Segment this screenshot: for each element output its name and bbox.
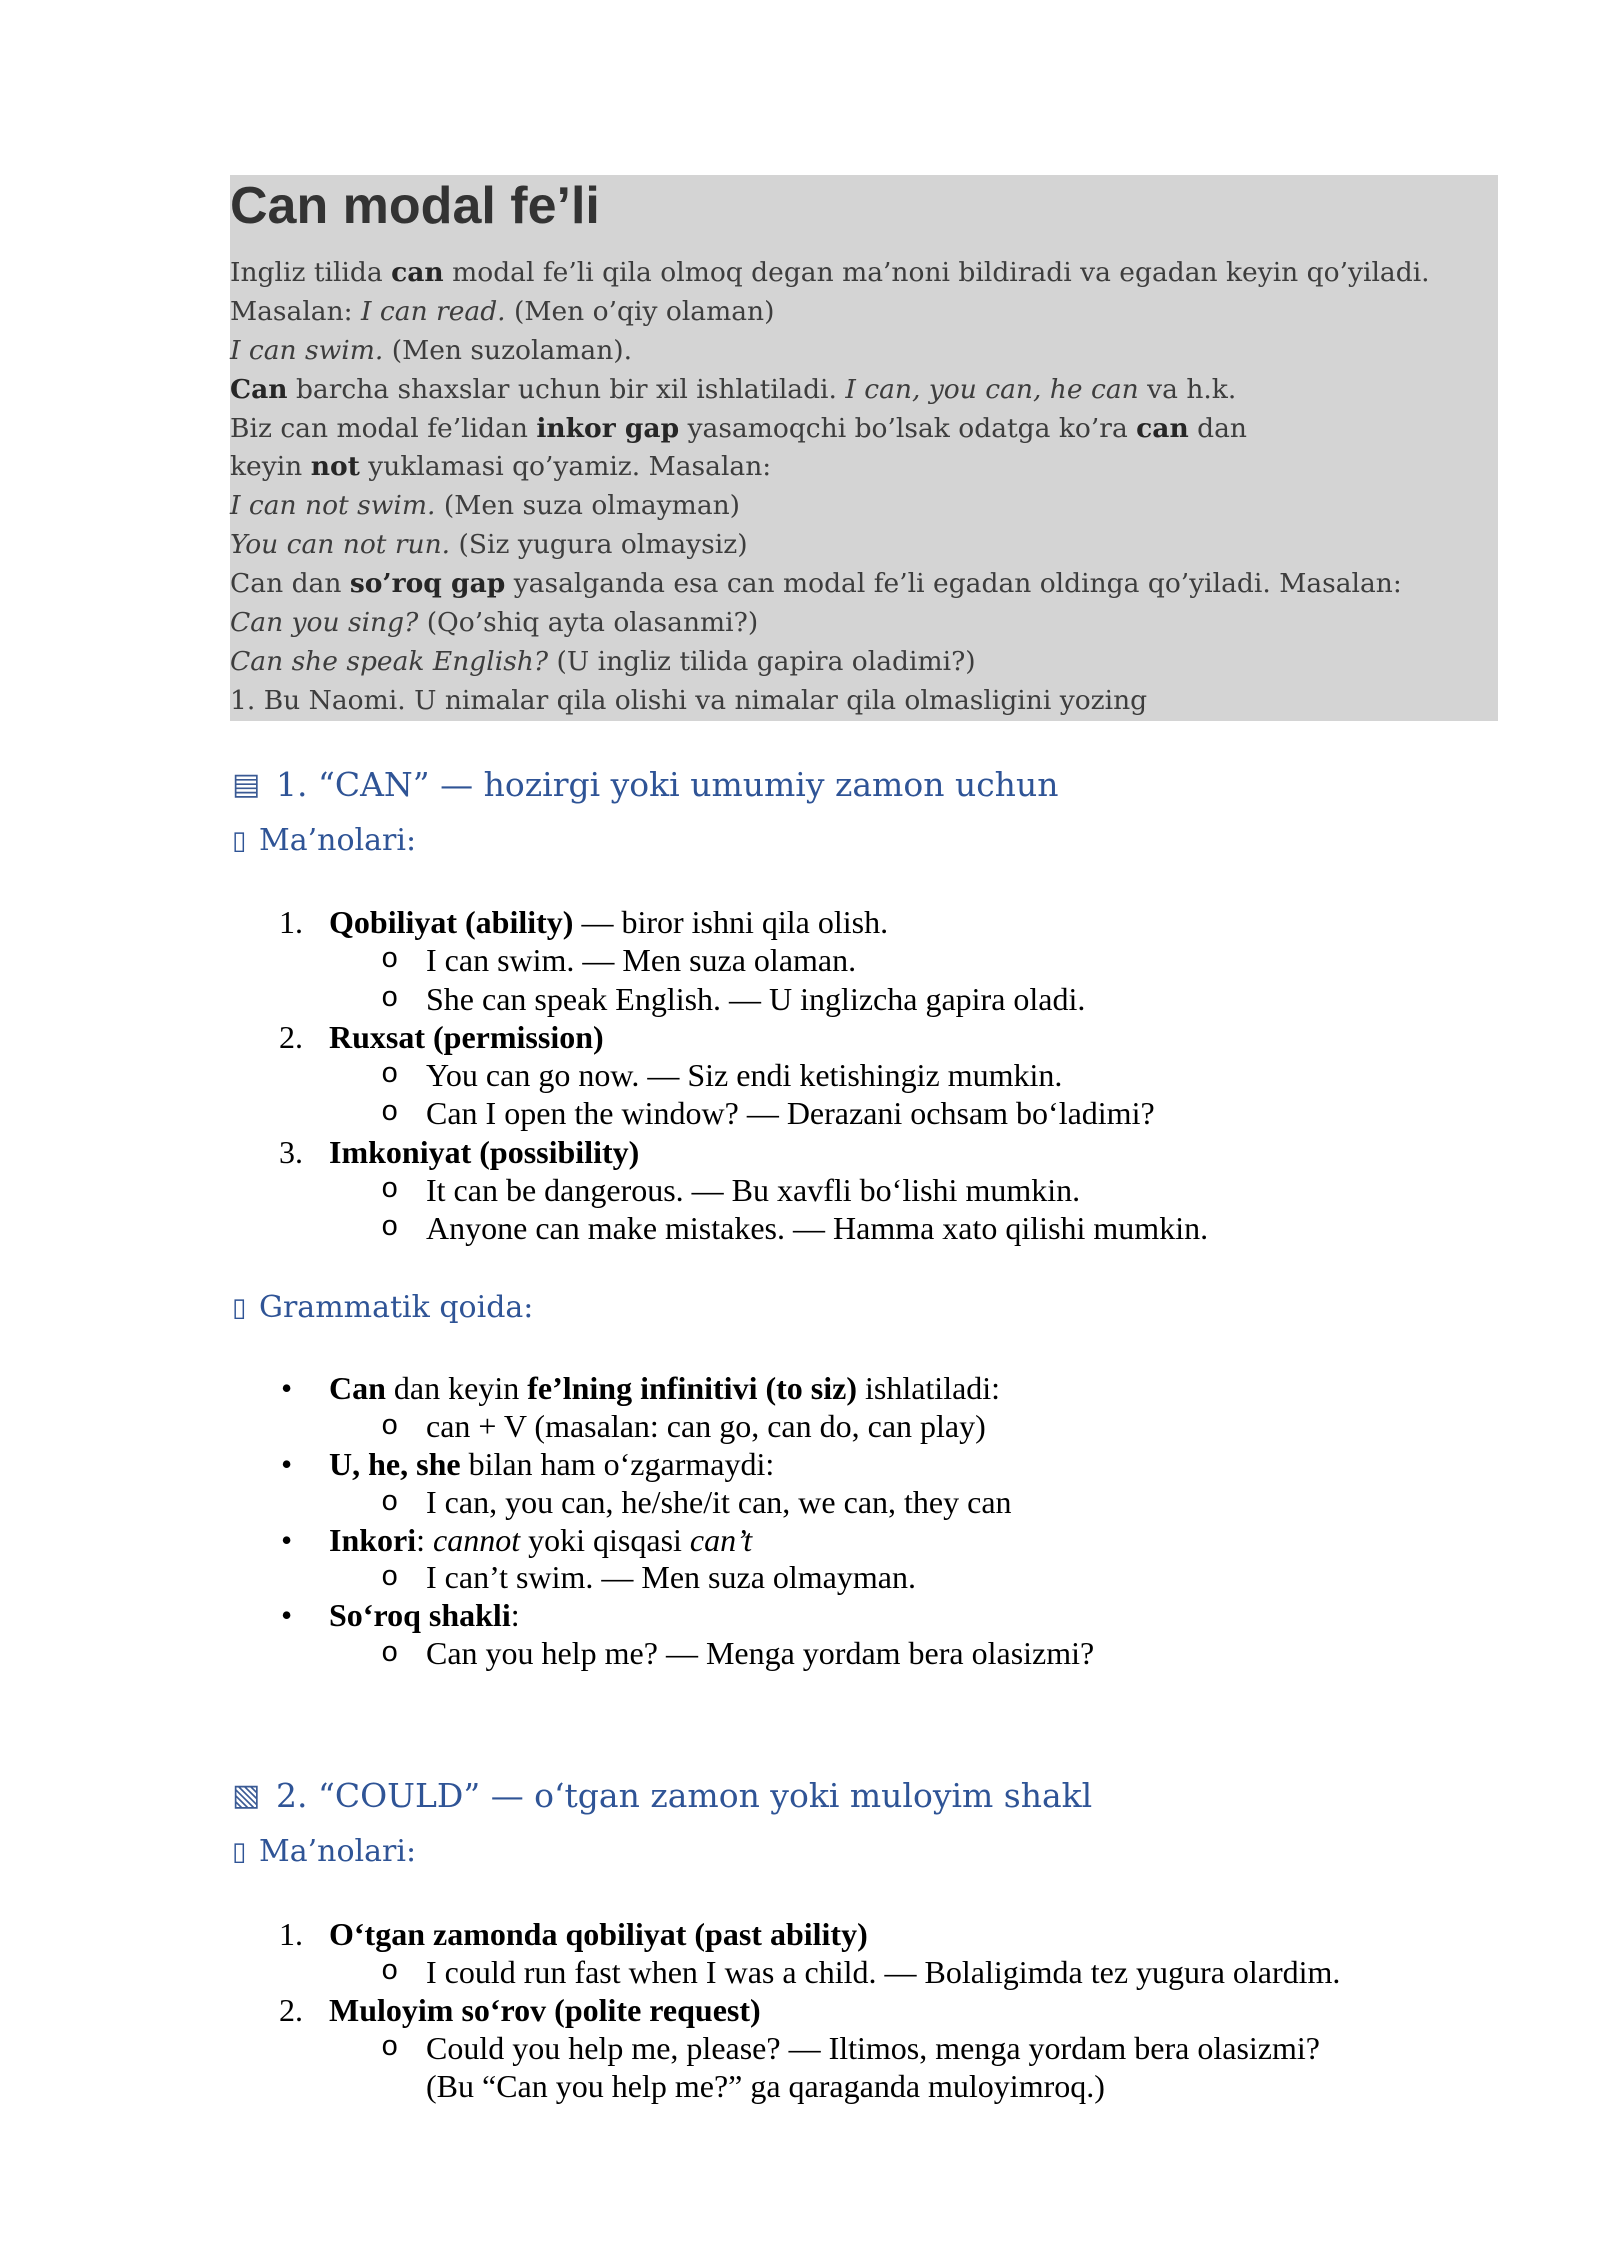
intro-bold-term: can [1136, 412, 1189, 444]
rule-text: : [510, 1597, 520, 1634]
item-body [329, 1915, 868, 1953]
intro-text: keyin [230, 451, 311, 483]
box-placeholder-icon: ▯ [232, 1293, 247, 1323]
example-text: You can go now. — Siz endi ketishingiz mumkin. [426, 1057, 1063, 1093]
example-text: I could run fast when I was a child. — Bolaligimda tez yugura olardim. [426, 1954, 1341, 1990]
bullet-item [230, 1522, 1530, 1560]
example-item [230, 2029, 1530, 2067]
striped-square-icon: ▤ [232, 767, 261, 802]
item-number: 1. [279, 904, 303, 940]
intro-text: yasalganda esa can modal fe’li egadan oldinga qo’yiladi. Masalan: [505, 568, 1402, 600]
bullet-marker: • [281, 1597, 293, 1634]
page-title: Can modal fe’li [230, 177, 600, 235]
intro-text: yuklamasi qo’yamiz. Masalan: [359, 451, 772, 483]
section-heading [230, 1772, 1530, 1820]
intro-italic-example: I can not swim. [230, 490, 436, 522]
intro-text: (U ingliz tilida gapira oladimi?) [548, 645, 976, 677]
intro-highlight-block [230, 175, 1498, 721]
subheading-text: Ma’nolari: [259, 823, 417, 858]
continuation-text: (Bu “Can you help me?” ga qaraganda muloyimroq.) [426, 2068, 1105, 2104]
intro-line [230, 643, 1498, 682]
example-text: Anyone can make mistakes. — Hamma xato qilishi mumkin. [426, 1210, 1209, 1246]
intro-italic-example: I can read. [361, 295, 506, 327]
rule-text: : [416, 1521, 434, 1558]
rule-body [329, 1597, 520, 1635]
intro-text: (Men suzolaman). [383, 334, 633, 366]
intro-bold-term: Can [230, 373, 288, 405]
rule-text: ishlatiladi: [856, 1370, 1001, 1406]
section-heading [230, 761, 1530, 809]
intro-bold-term: can [391, 257, 444, 288]
example-text: I can swim. — Men suza olaman. [426, 942, 857, 979]
intro-paragraph [230, 254, 1498, 721]
item-title: Ruxsat (permission) [329, 1018, 604, 1055]
rule-italic: cannot [433, 1521, 521, 1558]
sub-bullet-marker: o [381, 1211, 399, 1244]
intro-text: Biz can modal fe’lidan [230, 412, 537, 444]
sub-bullet-marker: o [381, 2031, 399, 2064]
item-title: O‘tgan zamonda qobiliyat (past ability) [329, 1916, 868, 1952]
intro-text: (Qo’shiq ayta olasanmi?) [418, 607, 759, 639]
subheading-text: Ma’nolari: [259, 1834, 417, 1869]
intro-text: (Men suza olmayman) [435, 490, 741, 522]
intro-italic-example: Can you sing? [230, 607, 419, 639]
sub-bullet-marker: o [381, 1096, 399, 1130]
sub-bullet-marker: o [381, 1172, 399, 1206]
intro-line [230, 293, 1498, 332]
intro-bold-term: so’roq gap [349, 568, 506, 600]
intro-text: Can dan [230, 568, 350, 600]
example-item [230, 1953, 1530, 1991]
intro-line [230, 332, 1498, 371]
bullet-item [230, 1446, 1530, 1484]
example-text: can + V (masalan: can go, can do, can play) [426, 1407, 986, 1444]
example-text: It can be dangerous. — Bu xavfli bo‘lishi mumkin. [426, 1171, 1081, 1208]
rule-body [329, 1522, 752, 1560]
example-continuation [230, 2067, 1530, 2105]
intro-bold-term: inkor gap [536, 412, 680, 444]
rule-text: yoki qisqasi [520, 1521, 690, 1558]
rule-italic: can’t [689, 1521, 753, 1558]
intro-exercise-line [230, 682, 1498, 721]
intro-italic-example: Can she speak English? [230, 645, 549, 677]
numbered-item [230, 903, 1530, 941]
item-title: Muloyim so‘rov (polite request) [329, 1992, 761, 2028]
item-title: Qobiliyat (ability) [329, 904, 574, 940]
sub-bullet-marker: o [381, 1955, 399, 1988]
item-number: 2. [279, 1018, 303, 1055]
section-heading-could [230, 1772, 1530, 1820]
rule-text: bilan ham o‘zgarmaydi: [460, 1445, 775, 1482]
intro-text: (Siz yugura olmaysiz) [450, 529, 748, 561]
example-item [230, 1094, 1530, 1132]
bullet-item [230, 1597, 1530, 1635]
intro-text: modal fe’li qila olmoq degan ma’noni bildiradi va egadan keyin qo’yiladi. [443, 257, 1430, 288]
item-title: Imkoniyat (possibility) [329, 1133, 640, 1170]
rule-bold: fe’lning infinitivi (to siz) [527, 1370, 857, 1406]
example-text: She can speak English. — U inglizcha gapira oladi. [426, 980, 1086, 1017]
item-number: 1. [279, 1916, 303, 1952]
intro-bold-term: not [310, 451, 360, 483]
sub-bullet-marker: o [381, 943, 399, 977]
intro-line [230, 448, 1498, 487]
item-description: — biror ishni qila olish. [573, 904, 889, 940]
intro-text: Ingliz tilida [230, 257, 392, 288]
sub-bullet-marker: o [381, 981, 399, 1015]
section-heading-can [230, 761, 1530, 809]
intro-text: 1. Bu Naomi. U nimalar qila olishi va nimalar qila olmasligini yozing [230, 684, 1148, 716]
rule-bold: So‘roq shakli [329, 1597, 511, 1634]
example-item [230, 980, 1530, 1018]
bullet-marker: • [281, 1521, 293, 1558]
intro-text: yasamoqchi bo’lsak odatga ko’ra [679, 412, 1137, 444]
intro-italic-example: You can not run. [230, 529, 451, 561]
bullet-marker: • [281, 1445, 293, 1482]
example-text: I can, you can, he/she/it can, we can, they can [426, 1483, 1012, 1520]
grammar-rules-list [230, 1370, 1530, 1673]
intro-line [230, 254, 1498, 293]
item-body [329, 1991, 761, 2029]
rule-bold: U, he, she [329, 1445, 461, 1482]
bullet-marker: • [281, 1370, 293, 1406]
intro-line [230, 604, 1498, 643]
subheading [230, 1286, 1530, 1330]
rule-body [329, 1446, 774, 1484]
intro-text: va h.k. [1138, 373, 1237, 405]
example-item [230, 941, 1530, 979]
rule-text: dan keyin [385, 1370, 528, 1406]
intro-line [230, 565, 1498, 604]
intro-text: dan [1188, 412, 1248, 444]
intro-line [230, 371, 1498, 410]
sub-bullet-marker: o [381, 1637, 399, 1671]
sub-bullet-marker: o [381, 1058, 399, 1091]
example-text: I can’t swim. — Men suza olmayman. [426, 1559, 916, 1596]
item-body [329, 903, 888, 941]
meanings-subheading-can [230, 819, 1530, 863]
numbered-item [230, 1133, 1530, 1171]
item-number: 3. [279, 1133, 303, 1170]
subheading [230, 1830, 1530, 1874]
box-placeholder-icon: ▯ [232, 1837, 247, 1867]
subheading-text: Grammatik qoida: [259, 1290, 534, 1325]
section-heading-text: 1. “CAN” — hozirgi yoki umumiy zamon uchun [276, 765, 1059, 804]
example-text: Could you help me, please? — Iltimos, menga yordam bera olasizmi? [426, 2030, 1320, 2066]
sub-bullet-marker: o [381, 1561, 399, 1595]
item-body [329, 1018, 604, 1056]
intro-italic-example: I can, you can, he can [845, 373, 1139, 405]
meanings-list-could [230, 1915, 1530, 2105]
hatched-square-icon: ▧ [232, 1778, 261, 1813]
numbered-item [230, 1018, 1530, 1056]
sub-bullet-marker: o [381, 1485, 399, 1519]
intro-line [230, 526, 1498, 565]
example-item [230, 1408, 1530, 1446]
box-placeholder-icon: ▯ [232, 826, 247, 856]
rule-bold: Can [329, 1370, 386, 1406]
sub-bullet-marker: o [381, 1409, 399, 1443]
numbered-item [230, 1915, 1530, 1953]
section-heading-text: 2. “COULD” — o‘tgan zamon yoki muloyim shakl [276, 1776, 1093, 1815]
meanings-list-can [230, 903, 1530, 1247]
item-number: 2. [279, 1992, 303, 2028]
intro-text: (Men o’qiy olaman) [505, 295, 775, 327]
grammar-subheading-can [230, 1286, 1530, 1330]
example-item [230, 1559, 1530, 1597]
example-item [230, 1171, 1530, 1209]
example-item [230, 1056, 1530, 1094]
example-item [230, 1484, 1530, 1522]
rule-bold: Inkori [329, 1521, 417, 1558]
intro-text: barcha shaxslar uchun bir xil ishlatiladi. [287, 373, 846, 405]
intro-line [230, 487, 1498, 526]
example-item [230, 1635, 1530, 1673]
subheading [230, 819, 1530, 863]
intro-italic-example: I can swim. [230, 334, 384, 366]
example-text: Can I open the window? — Derazani ochsam bo‘ladimi? [426, 1095, 1155, 1132]
rule-body [329, 1370, 1000, 1408]
bullet-item [230, 1370, 1530, 1408]
item-body [329, 1133, 639, 1171]
intro-line [230, 410, 1498, 449]
example-item [230, 1209, 1530, 1247]
example-text: Can you help me? — Menga yordam bera olasizmi? [426, 1635, 1095, 1672]
meanings-subheading-could [230, 1830, 1530, 1874]
intro-text: Masalan: [230, 295, 362, 327]
numbered-item [230, 1991, 1530, 2029]
